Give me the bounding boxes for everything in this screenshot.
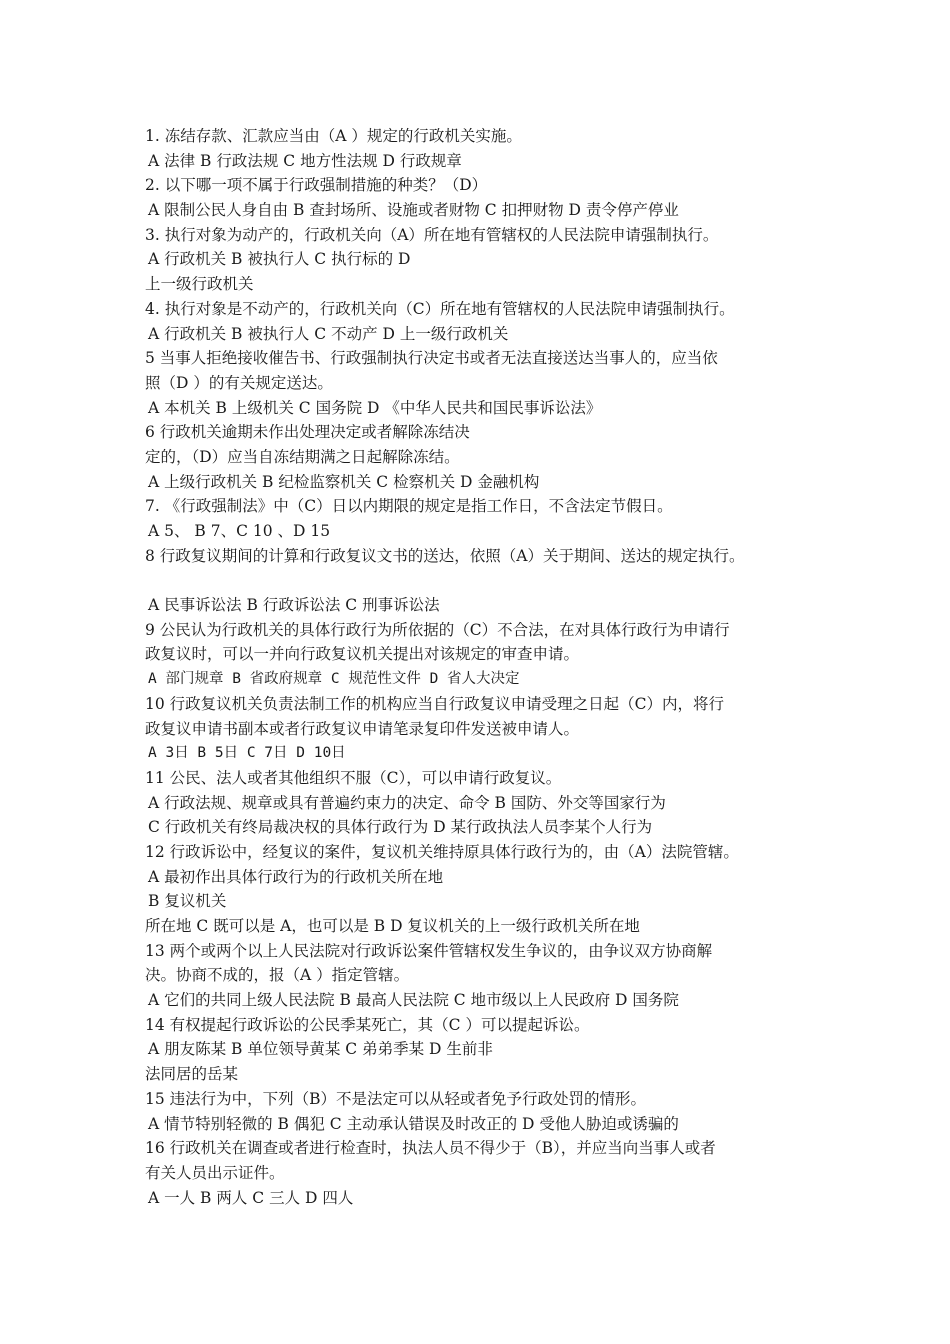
text-line: A 行政机关 B 被执行人 C 执行标的 D <box>148 250 411 269</box>
text-line: 8 行政复议期间的计算和行政复议文书的送达，依照（A）关于期间、送达的规定执行。 <box>145 546 745 565</box>
text-line: 9 公民认为行政机关的具体行政行为所依据的（C）不合法，在对具体行政行为申请行 <box>145 620 730 639</box>
text-line: A 行政法规、规章或具有普遍约束力的决定、命令 B 国防、外交等国家行为 <box>148 793 666 812</box>
text-line: 2. 以下哪一项不属于行政强制措施的种类？（D） <box>145 176 488 195</box>
text-line: 15 违法行为中，下列（B）不是法定可以从轻或者免予行政处罚的情形。 <box>145 1089 647 1108</box>
text-line: A 5、 B 7、C 10 、D 15 <box>148 522 331 540</box>
text-line: 3. 执行对象为动产的，行政机关向（A）所在地有管辖权的人民法院申请强制执行。 <box>145 225 719 244</box>
text-line: A 一人 B 两人 C 三人 D 四人 <box>148 1188 354 1207</box>
text-line: 定的，（D）应当自冻结期满之日起解除冻结。 <box>145 447 460 466</box>
text-line: 决。协商不成的，报（A ）指定管辖。 <box>145 966 410 985</box>
text-line: 12 行政诉讼中，经复议的案件，复议机关维持原具体行政行为的，由（A）法院管辖。 <box>145 842 739 861</box>
text-line: 10 行政复议机关负责法制工作的机构应当自行政复议申请受理之日起（C）内，将行 <box>145 694 725 713</box>
text-line: C 行政机关有终局裁决权的具体行政行为 D 某行政执法人员李某个人行为 <box>148 818 653 837</box>
text-line: 法同居的岳某 <box>145 1065 239 1084</box>
text-line: A 上级行政机关 B 纪检监察机关 C 检察机关 D 金融机构 <box>148 472 540 491</box>
text-line: 6 行政机关逾期未作出处理决定或者解除冻结决 <box>145 423 470 442</box>
text-line: B 复议机关 <box>148 892 227 911</box>
text-line: 16 行政机关在调查或者进行检查时，执法人员不得少于（B），并应当向当事人或者 <box>145 1139 716 1158</box>
text-line: 政复议申请书副本或者行政复议申请笔录复印件发送被申请人。 <box>145 719 580 738</box>
blank-line <box>145 568 835 593</box>
text-line: 11 公民、法人或者其他组织不服（C），可以申请行政复议。 <box>145 768 562 787</box>
text-line: A 本机关 B 上级机关 C 国务院 D 《中华人民共和国民事诉讼法》 <box>148 398 602 417</box>
text-line: 14 有权提起行政诉讼的公民季某死亡，其（C ）可以提起诉讼。 <box>145 1015 590 1034</box>
document-body <box>145 124 835 1210</box>
text-line: A 它们的共同上级人民法院 B 最高人民法院 C 地市级以上人民政府 D 国务院 <box>148 991 679 1010</box>
text-line: A 行政机关 B 被执行人 C 不动产 D 上一级行政机关 <box>148 324 509 343</box>
text-line: A 最初作出具体行政行为的行政机关所在地 <box>148 867 444 886</box>
text-line: 所在地 C 既可以是 A，也可以是 B D 复议机关的上一级行政机关所在地 <box>145 917 640 935</box>
text-line: A 法律 B 行政法规 C 地方性法规 D 行政规章 <box>148 151 462 170</box>
text-line: 上一级行政机关 <box>145 275 254 294</box>
text-line: 政复议时，可以一并向行政复议机关提出对该规定的审查申请。 <box>145 645 580 664</box>
text-line: 5 当事人拒绝接收催告书、行政强制执行决定书或者无法直接送达当事人的，应当依 <box>145 349 718 368</box>
text-line: A 民事诉讼法 B 行政诉讼法 C 刑事诉讼法 <box>148 596 440 615</box>
text-line: 7. 《行政强制法》中（C）日以内期限的规定是指工作日，不含法定节假日。 <box>145 497 673 516</box>
text-line: A 朋友陈某 B 单位领导黄某 C 弟弟季某 D 生前非 <box>148 1040 493 1059</box>
text-line: 照（D ）的有关规定送达。 <box>145 373 333 392</box>
text-line: 13 两个或两个以上人民法院对行政诉讼案件管辖权发生争议的，由争议双方协商解 <box>145 941 713 960</box>
text-line: A 3日 B 5日 C 7日 D 10日 <box>148 745 346 762</box>
text-line: 1. 冻结存款、汇款应当由（A ）规定的行政机关实施。 <box>145 127 522 145</box>
text-line: 4. 执行对象是不动产的，行政机关向（C）所在地有管辖权的人民法院申请强制执行。 <box>145 299 735 318</box>
text-line: A 情节特别轻微的 B 偶犯 C 主动承认错误及时改正的 D 受他人胁迫或诱骗的 <box>148 1114 679 1133</box>
text-line: A 部门规章 B 省政府规章 C 规范性文件 D 省人大决定 <box>148 671 520 688</box>
text-line: A 限制公民人身自由 B 查封场所、设施或者财物 C 扣押财物 D 责令停产停业 <box>148 201 679 220</box>
text-line: 有关人员出示证件。 <box>145 1163 285 1182</box>
